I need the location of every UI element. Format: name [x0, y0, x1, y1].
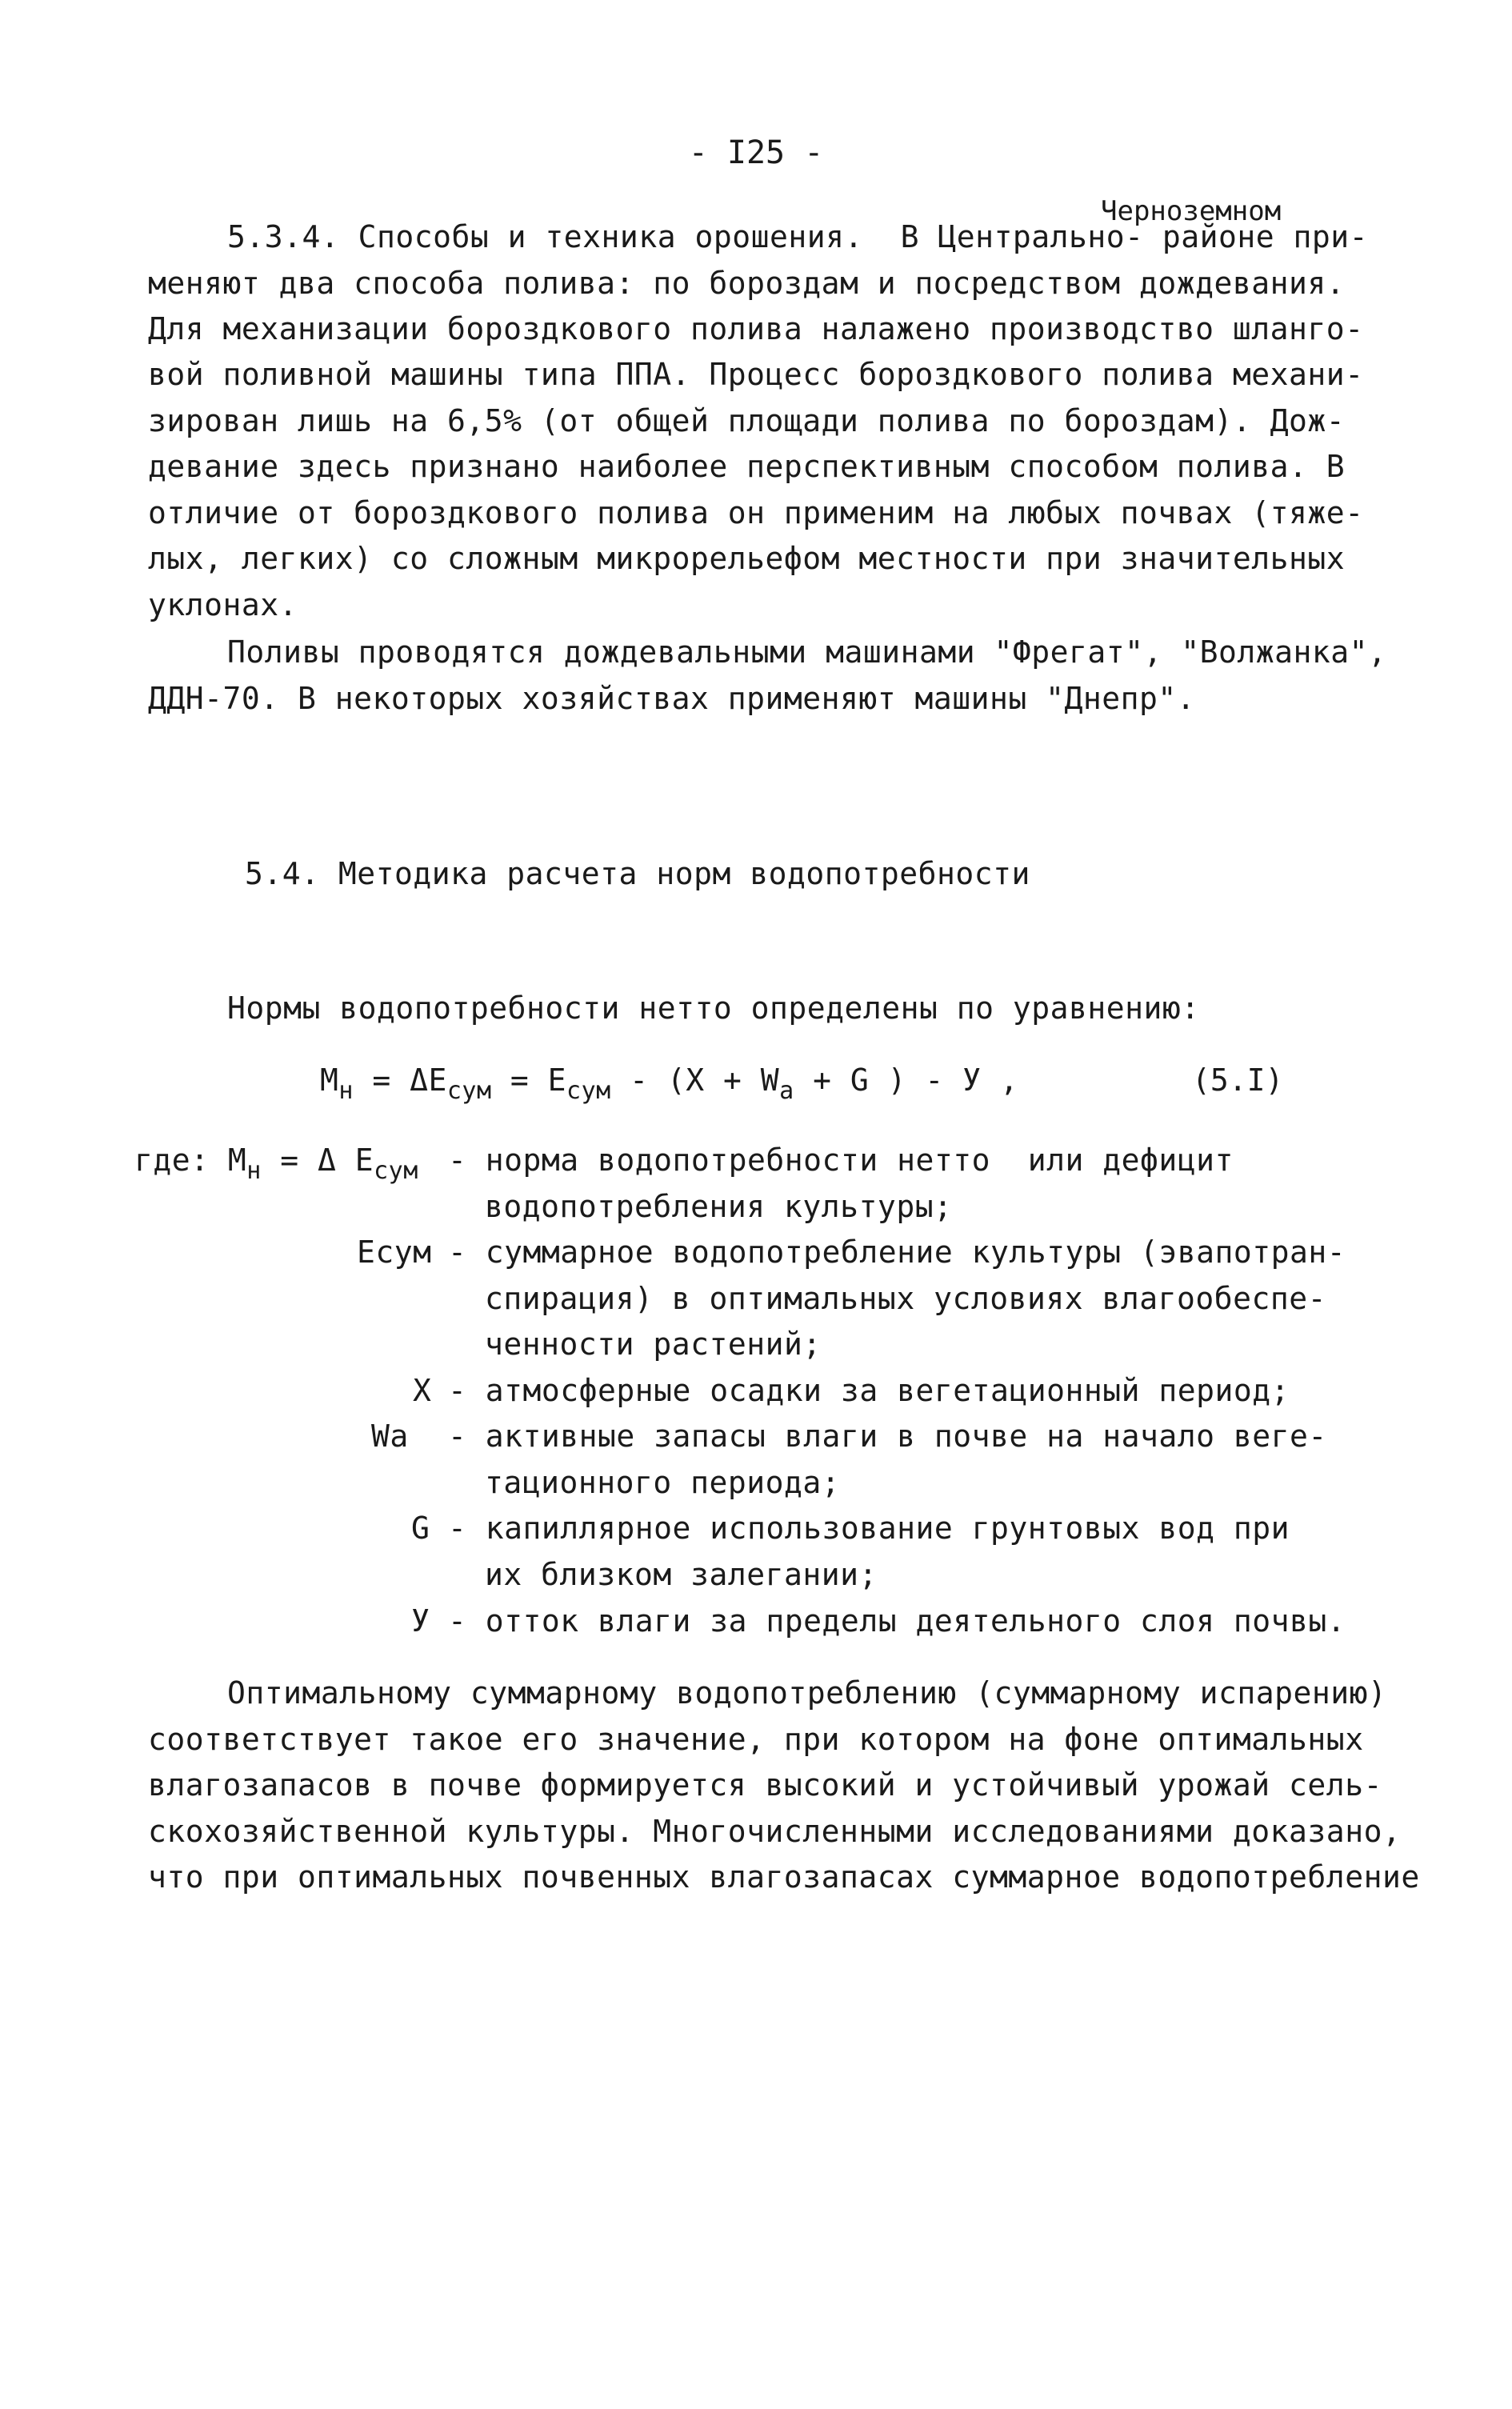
equation-intro: Нормы водопотребности нетто определены по уравнению:: [227, 990, 1200, 1026]
def-line-3: - суммарное водопотребление культуры (эвапотран-: [448, 1235, 1346, 1270]
para-534-line-4: вой поливной машины типа ППА. Процесс бороздкового полива механи-: [148, 357, 1364, 392]
closing-line-3: влагозапасов в почве формируется высокий и устойчивый урожай сель-: [148, 1767, 1382, 1803]
para-534-line-2: меняют два способа полива: по бороздам и посредством дождевания.: [148, 266, 1346, 301]
def-line-1: - норма водопотребности нетто или дефицит: [448, 1142, 1234, 1178]
para-534-line-6: девание здесь признано наиболее перспективным способом полива. В: [148, 449, 1346, 484]
para-534-line-10: Поливы проводятся дождевальными машинами "Фрегат", "Волжанка",: [227, 634, 1387, 670]
def-symbol-y: У: [411, 1603, 430, 1639]
def-line-9: - капиллярное использование грунтовых вод при: [448, 1511, 1290, 1546]
def-symbol-g: G: [411, 1511, 430, 1546]
closing-line-4: скохозяйственной культуры. Многочисленными исследованиями доказано,: [148, 1814, 1402, 1849]
page-number: - I25 -: [688, 134, 824, 171]
def-line-7: - активные запасы влаги в почве на начало веге-: [448, 1419, 1327, 1454]
closing-line-1: Оптимальному суммарному водопотреблению (суммарному испарению): [227, 1675, 1387, 1711]
def-symbol-wa: Wа: [371, 1419, 409, 1454]
equation-5-1: $М_н = \Delta E_{сум} = E_{сум} - (X + W_а + G$ ) - У ,: [320, 1062, 1019, 1105]
para-534-line-9: уклонах.: [148, 587, 298, 622]
equation-number: (5.I): [1192, 1062, 1284, 1098]
def-symbol-esum: Eсум: [357, 1235, 432, 1270]
section-heading-54: 5.4. Методика расчета норм водопотребности: [245, 856, 1030, 891]
def-symbol-x: X: [413, 1373, 432, 1408]
where-prefix: где: $М_н = \Delta$ $E_{сум}$: [134, 1142, 418, 1185]
def-line-6: - атмосферные осадки за вегетационный период;: [448, 1373, 1290, 1408]
para-534-line-1: 5.3.4. Способы и техника орошения. В Центрально- районе при-: [227, 219, 1369, 254]
para-534-line-5: зирован лишь на 6,5% (от общей площади полива по бороздам). Дож-: [148, 403, 1346, 438]
def-line-10: их близком залегании;: [485, 1557, 878, 1592]
closing-line-5: что при оптимальных почвенных влагозапасах суммарное водопотребление: [148, 1859, 1420, 1895]
def-line-2: водопотребления культуры;: [485, 1189, 953, 1224]
para-534-line-7: отличие от бороздкового полива он применим на любых почвах (тяже-: [148, 495, 1364, 530]
def-line-4: спирация) в оптимальных условиях влагообеспе-: [485, 1281, 1327, 1316]
def-line-11: - отток влаги за пределы деятельного слоя почвы.: [448, 1603, 1346, 1639]
para-534-line-11: ДДН-70. В некоторых хозяйствах применяют машины "Днепр".: [148, 681, 1196, 716]
para-534-line-3: Для механизации бороздкового полива налажено производство шланго-: [148, 311, 1364, 346]
inserted-word: Черноземном: [1101, 195, 1282, 227]
def-line-8: тационного периода;: [485, 1465, 841, 1500]
para-534-line-8: лых, легких) со сложным микрорельефом местности при значительных: [148, 541, 1346, 576]
closing-line-2: соответствует такое его значение, при котором на фоне оптимальных: [148, 1722, 1364, 1757]
def-line-5: ченности растений;: [485, 1327, 822, 1362]
